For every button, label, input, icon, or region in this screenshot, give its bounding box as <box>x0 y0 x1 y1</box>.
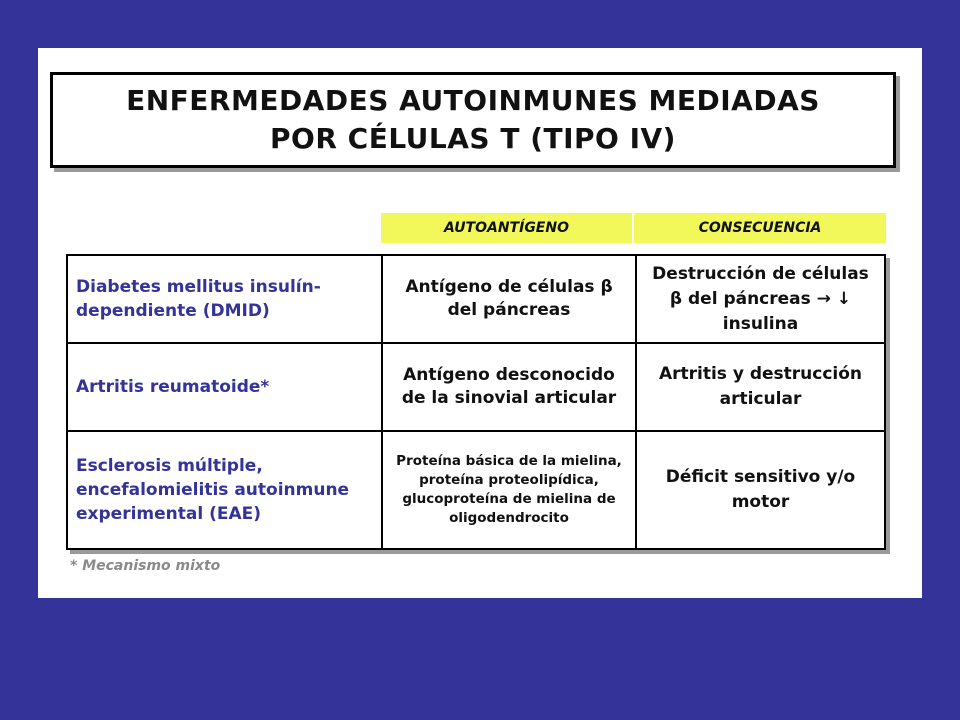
table-row <box>67 255 885 343</box>
footnote: * Mecanismo mixto <box>70 558 221 574</box>
consequence-cell: Déficit sensitivo y/o motor <box>636 431 885 549</box>
title-box <box>50 72 896 168</box>
autoantigen-cell: Antígeno desconocido de la sinovial articular <box>382 343 636 431</box>
disease-cell: Diabetes mellitus insulín-dependiente (DMID) <box>67 255 382 343</box>
disease-table <box>66 254 886 550</box>
header-autoantigen: AUTOANTÍGENO <box>381 213 632 243</box>
slide <box>38 48 922 598</box>
table-row <box>67 431 885 549</box>
header-consequence: CONSECUENCIA <box>634 213 886 243</box>
title-line-2: POR CÉLULAS T (TIPO IV) <box>270 122 676 155</box>
table-row <box>67 343 885 431</box>
autoantigen-cell: Proteína básica de la mielina, proteína proteolipídica, glucoproteína de mielina de oligodendrocito <box>382 431 636 549</box>
disease-cell: Artritis reumatoide* <box>67 343 382 431</box>
disease-cell: Esclerosis múltiple, encefalomielitis autoinmune experimental (EAE) <box>67 431 382 549</box>
title-line-1: ENFERMEDADES AUTOINMUNES MEDIADAS <box>126 84 820 117</box>
consequence-cell: Artritis y destrucción articular <box>636 343 885 431</box>
autoantigen-cell: Antígeno de células β del páncreas <box>382 255 636 343</box>
consequence-cell: Destrucción de células β del páncreas → ↓ insulina <box>636 255 885 343</box>
